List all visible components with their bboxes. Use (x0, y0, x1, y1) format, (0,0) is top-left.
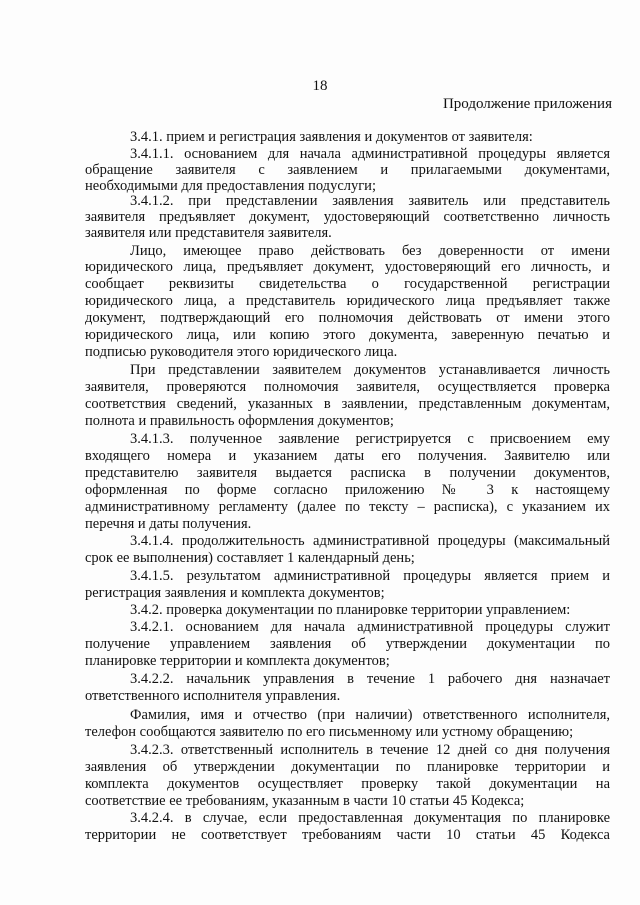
text-line: 3.4.1.2. при представлении заявления заявитель или представитель (130, 193, 610, 209)
text-line: 3.4.1.4. продолжительность административной процедуры (максимальный (130, 533, 610, 549)
text-line: представителю заявителя выдается расписка в получении документов, (85, 465, 610, 481)
text-line: оформленная по форме согласно приложению № 3 к настоящему (85, 482, 610, 498)
text-line: соответствия сведений, указанных в заявлении, представленным документам, (85, 396, 610, 412)
text-line: 3.4.1.3. полученное заявление регистрируется с присвоением ему (130, 431, 610, 447)
text-line: 3.4.1. прием и регистрация заявления и документов от заявителя: (130, 129, 533, 145)
text-line: необходимыми для предоставления подуслуги; (85, 178, 376, 194)
text-line: юридического лица, или копию этого документа, заверенную печатью и (85, 327, 610, 343)
text-line: юридического лица, а представитель юридического лица предъявляет также (85, 293, 610, 309)
text-line: сообщает реквизиты свидетельства о государственной регистрации (85, 276, 610, 292)
text-line: срок ее выполнения) составляет 1 календарный день; (85, 550, 415, 566)
text-line: При представлении заявителем документов устанавливается личность (130, 362, 610, 378)
text-line: соответствие ее требованиям, указанным в части 10 статьи 45 Кодекса; (85, 793, 525, 809)
text-line: 3.4.2.4. в случае, если предоставленная документация по планировке (130, 810, 610, 826)
text-line: подписью руководителя этого юридического лица. (85, 344, 398, 360)
page-number: 18 (312, 78, 328, 94)
text-line: входящего номера и указанием даты его получения. Заявителю или (85, 448, 610, 464)
text-line: 3.4.2. проверка документации по планировке территории управлением: (130, 602, 571, 618)
text-line: телефон сообщаются заявителю по его письменному или устному обращению; (85, 724, 574, 740)
continuation-heading: Продолжение приложения (442, 96, 612, 112)
text-line: 3.4.2.1. основанием для начала административной процедуры служит (130, 619, 610, 635)
text-line: 3.4.1.5. результатом административной процедуры является прием и (130, 568, 610, 584)
text-line: заявителя или представителя заявителя. (85, 225, 332, 241)
text-line: документ, подтверждающий его полномочия действовать от имени этого (85, 310, 610, 326)
text-line: регистрация заявления и комплекта документов; (85, 585, 385, 601)
text-line: заявителя предъявляет документ, удостоверяющий соответственно личность (85, 209, 610, 225)
text-line: полнота и правильность оформления документов; (85, 413, 394, 429)
text-line: заявителя, проверяются полномочия заявителя, осуществляется проверка (85, 379, 610, 395)
text-line: планировке территории и комплекта документов; (85, 653, 390, 669)
text-line: заявления об утверждении документации по планировке территории и (85, 759, 610, 775)
text-line: перечня и даты получения. (85, 516, 252, 532)
text-line: Фамилия, имя и отчество (при наличии) ответственного исполнителя, (130, 707, 610, 723)
text-line: Лицо, имеющее право действовать без доверенности от имени (130, 243, 610, 259)
text-line: 3.4.2.3. ответственный исполнитель в течение 12 дней со дня получения (130, 742, 610, 758)
text-line: 3.4.1.1. основанием для начала административной процедуры является (130, 146, 610, 162)
text-line: территории не соответствует требованиям части 10 статьи 45 Кодекса (85, 827, 610, 843)
text-line: обращение заявителя с заявлением и прилагаемыми документами, (85, 162, 610, 178)
text-line: административному регламенту (далее по тексту – расписка), с указанием их (85, 499, 610, 515)
text-line: комплекта документов осуществляет проверку такой документации на (85, 776, 610, 792)
text-line: ответственного исполнителя управления. (85, 688, 341, 704)
text-line: юридического лица, предъявляет документ, удостоверяющий его личность, и (85, 259, 610, 275)
text-line: получение управлением заявления об утверждении документации по (85, 636, 610, 652)
text-line: 3.4.2.2. начальник управления в течение 1 рабочего дня назначает (130, 671, 610, 687)
